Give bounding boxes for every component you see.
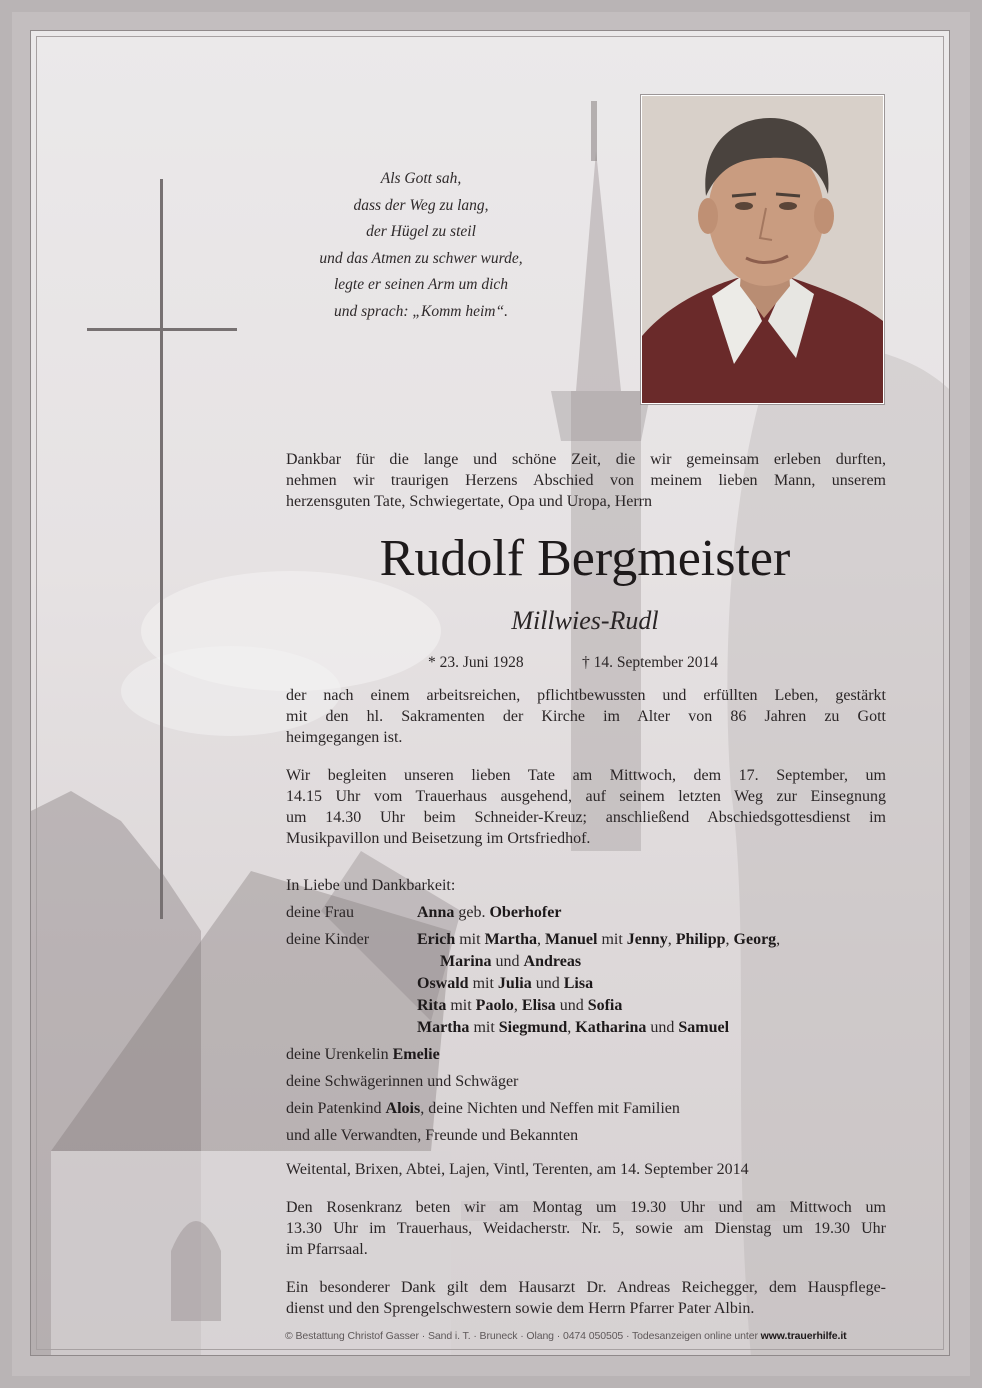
connector: mit — [469, 1019, 499, 1036]
thanks-line: dienst und den Sprengelschwestern sowie dem Herrn Pfarrer Pater Albin. — [286, 1300, 755, 1317]
rosary-line: im Pfarrsaal. — [286, 1241, 368, 1258]
funeral-line: Wir begleiten unseren lieben Tate am Mittwoch, dem 17. September, um — [286, 767, 886, 784]
connector: geb. — [454, 904, 490, 921]
name: Lisa — [563, 975, 594, 992]
family-heading: In Liebe und Dankbarkeit: — [286, 877, 456, 894]
poem-line: legte er seinen Arm um dich — [333, 276, 509, 293]
godchild-rest: , deine Nichten und Neffen mit Familien — [420, 1100, 680, 1117]
rosary-line: 13.30 Uhr im Trauerhaus, Weidacherstr. Nr. 5, sowie am Dienstag um 19.30 Uhr — [286, 1220, 886, 1237]
cross-vertical-bar — [160, 179, 163, 919]
children-label: deine Kinder — [286, 931, 370, 948]
footer-link[interactable]: www.trauerhilfe.it — [760, 1330, 847, 1342]
passing-line: mit den hl. Sakramenten der Kirche im Alter von 86 Jahren zu Gott — [286, 708, 886, 725]
thanks-text — [286, 1277, 886, 1319]
passing-text — [286, 685, 886, 748]
birth-date: * 23. Juni 1928 — [428, 654, 524, 671]
thanks-line: Ein besonderer Dank gilt dem Hausarzt Dr. Andreas Reichegger, dem Hauspflege- — [286, 1279, 886, 1296]
name: Siegmund — [498, 1019, 568, 1036]
name: Jenny — [626, 931, 668, 948]
relatives-entry: und alle Verwandten, Freunde und Bekannten — [286, 1127, 579, 1144]
name: Andreas — [523, 953, 582, 970]
name: Katharina — [575, 1019, 647, 1036]
name: Paolo — [475, 997, 514, 1014]
children-line — [417, 973, 593, 995]
passing-line: heimgegangen ist. — [286, 729, 403, 746]
name: Rita — [417, 997, 447, 1014]
poem-line: der Hügel zu steil — [366, 223, 476, 240]
place-date: Weitental, Brixen, Abtei, Lajen, Vintl, Terenten, am 14. September 2014 — [286, 1161, 749, 1178]
connector: mit — [446, 997, 476, 1014]
connector: , — [667, 931, 676, 948]
intro-line: nehmen wir traurigen Herzens Abschied von meinem lieben Mann, unserem — [286, 472, 886, 489]
connector: , — [537, 931, 545, 948]
obituary-frame — [30, 30, 950, 1356]
connector: , — [513, 997, 522, 1014]
name: Julia — [497, 975, 532, 992]
inlaws-entry: deine Schwägerinnen und Schwäger — [286, 1073, 519, 1090]
name: Philipp — [675, 931, 726, 948]
connector: mit — [455, 931, 485, 948]
connector: , — [776, 931, 781, 948]
name: Elisa — [521, 997, 556, 1014]
portrait-photo — [641, 95, 884, 404]
children-line — [440, 951, 581, 973]
footer-text: © Bestattung Christof Gasser · Sand i. T. · Bruneck · Olang · 0474 050505 · Todesanzeigen online unter — [285, 1330, 761, 1342]
name: Erich — [417, 931, 456, 948]
children-line — [417, 1017, 729, 1039]
funeral-line: um 14.30 Uhr beim Schneider-Kreuz; anschließend Abschiedsgottesdienst im — [286, 809, 886, 826]
passing-line: der nach einem arbeitsreichen, pflichtbewussten und erfüllten Leben, gestärkt — [286, 687, 886, 704]
name: Alois — [385, 1100, 421, 1117]
name: Anna — [417, 904, 455, 921]
poem-line: und sprach: „Komm heim“. — [334, 302, 508, 320]
connector: , — [725, 931, 734, 948]
name: Emelie — [392, 1046, 440, 1063]
name: Georg — [733, 931, 777, 948]
funeral-text — [286, 765, 886, 849]
connector: und — [555, 997, 588, 1014]
connector: , — [567, 1019, 576, 1036]
great-grandchild-label: deine Urenkelin — [286, 1046, 393, 1063]
connector: mit — [468, 975, 498, 992]
portrait-image — [642, 96, 883, 403]
intro-text — [286, 449, 886, 512]
footer-credit — [285, 1330, 895, 1342]
funeral-line: Musikpavillon und Beisetzung im Ortsfriedhof. — [286, 830, 591, 847]
poem-line: und das Atmen zu schwer wurde, — [319, 249, 523, 267]
children-line — [417, 929, 780, 951]
name: Martha — [484, 931, 537, 948]
poem-line: dass der Weg zu lang, — [353, 196, 489, 214]
name: Marina — [440, 953, 492, 970]
cross-horizontal-bar — [87, 328, 237, 331]
rosary-line: Den Rosenkranz beten wir am Montag um 19.30 Uhr und am Mittwoch um — [286, 1199, 886, 1216]
deceased-name: Rudolf Bergmeister — [379, 530, 791, 587]
intro-line: herzensguten Tate, Schwiegertate, Opa und Uropa, Herrn — [286, 493, 652, 510]
name: Oswald — [417, 975, 469, 992]
wife-entry — [417, 902, 561, 924]
children-line — [417, 995, 622, 1017]
rosary-text — [286, 1197, 886, 1260]
godchild-entry — [286, 1098, 680, 1120]
name: Oberhofer — [489, 904, 562, 921]
poem — [271, 166, 571, 325]
connector: mit — [597, 931, 627, 948]
name: Samuel — [678, 1019, 730, 1036]
wife-label: deine Frau — [286, 904, 354, 921]
funeral-line: 14.15 Uhr vom Trauerhaus ausgehend, auf seinem letzten Weg zur Einsegnung — [286, 788, 886, 805]
poem-line: Als Gott sah, — [380, 170, 462, 187]
name: Manuel — [545, 931, 598, 948]
death-date: † 14. September 2014 — [582, 654, 719, 671]
connector: und — [646, 1019, 679, 1036]
deceased-nickname: Millwies-Rudl — [511, 606, 659, 635]
name: Martha — [417, 1019, 470, 1036]
intro-line: Dankbar für die lange und schöne Zeit, die wir gemeinsam erleben durften, — [286, 451, 886, 468]
connector: und — [491, 953, 524, 970]
connector: und — [531, 975, 564, 992]
godchild-label: dein Patenkind — [286, 1100, 386, 1117]
name: Sofia — [587, 997, 623, 1014]
great-grandchild-entry — [286, 1044, 440, 1066]
